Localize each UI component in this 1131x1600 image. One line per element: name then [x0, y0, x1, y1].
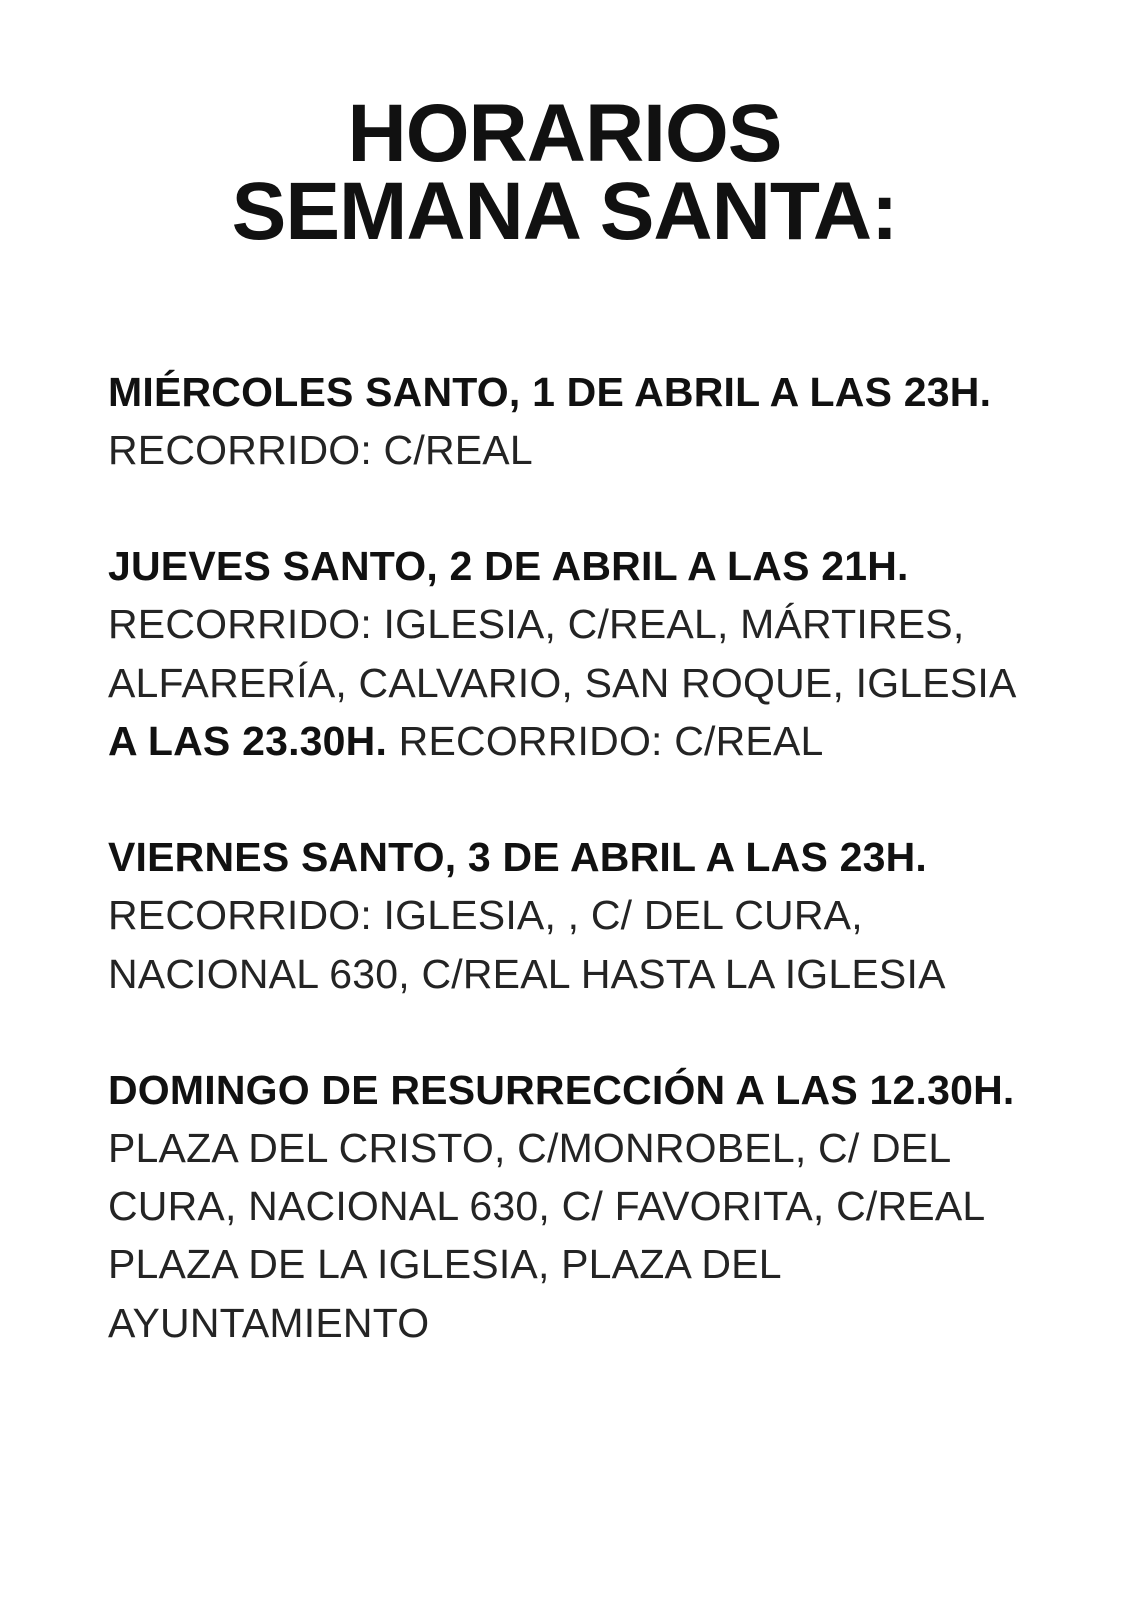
schedule-entry-route: PLAZA DEL CRISTO, C/MONROBEL, C/ DEL CURA, NACIONAL 630, C/ FAVORITA, C/REAL PLAZA DE LA IGLESIA, PLAZA DEL AYUNTAMIENTO [108, 1124, 984, 1346]
schedule-entry [108, 828, 1031, 1003]
schedule-entry-text [108, 828, 1031, 1003]
schedule-entry-lead: MIÉRCOLES SANTO, 1 DE ABRIL A LAS 23H. [108, 368, 992, 415]
page-title-line-2: SEMANA SANTA: [231, 165, 898, 257]
schedule-entry-route: RECORRIDO: IGLESIA, , C/ DEL CURA, NACIONAL 630, C/REAL HASTA LA IGLESIA [108, 892, 946, 997]
schedule-entry-text [108, 537, 1031, 712]
schedule-entry [108, 1061, 1031, 1352]
schedule-entry-route: RECORRIDO: IGLESIA, C/REAL, MÁRTIRES, ALFARERÍA, CALVARIO, SAN ROQUE, IGLESIA [108, 601, 1017, 706]
schedule-entry [108, 363, 1031, 479]
schedule-entry-text [108, 363, 1031, 479]
schedule-entry-extra-route: RECORRIDO: C/REAL [387, 717, 824, 764]
schedule-entry-lead: VIERNES SANTO, 3 DE ABRIL A LAS 23H. [108, 834, 928, 881]
schedule-list [108, 363, 1031, 1352]
page-title [108, 88, 1031, 257]
schedule-entry-lead: DOMINGO DE RESURRECCIÓN A LAS 12.30H. [108, 1066, 1015, 1113]
page-title-line-1: HORARIOS [347, 88, 782, 179]
schedule-entry-text [108, 1061, 1031, 1352]
schedule-entry-extra-lead: A LAS 23.30H. [108, 717, 388, 764]
schedule-entry-route: RECORRIDO: C/REAL [108, 427, 533, 473]
schedule-entry-extra [108, 712, 1031, 770]
schedule-entry [108, 537, 1031, 770]
schedule-entry-lead: JUEVES SANTO, 2 DE ABRIL A LAS 21H. [108, 543, 909, 590]
